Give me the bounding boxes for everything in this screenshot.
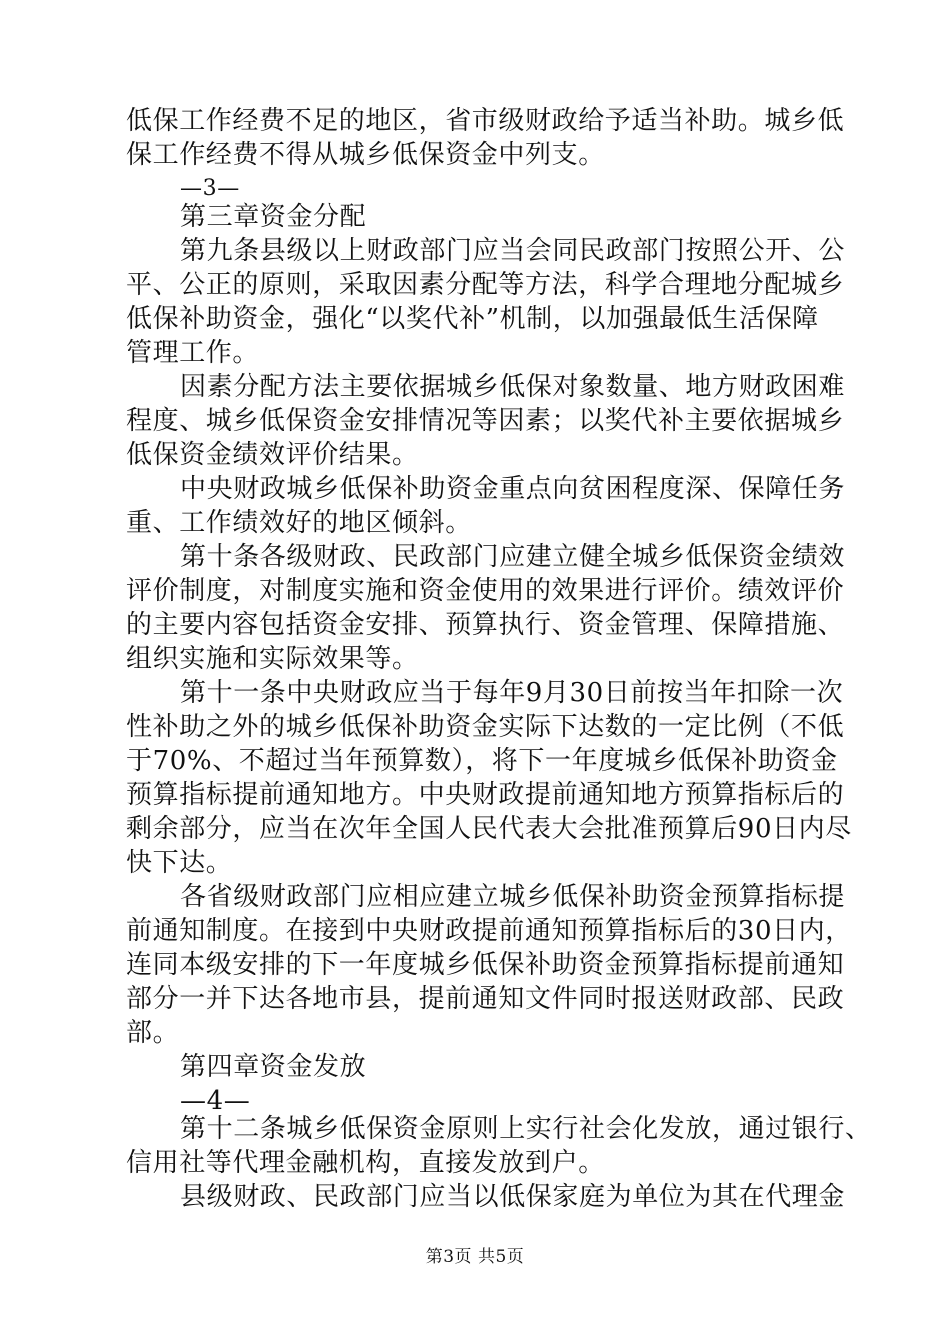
body-line: 剩余部分，应当在次年全国人民代表大会批准预算后90日内尽	[126, 814, 852, 844]
body-line: 性补助之外的城乡低保补助资金实际下达数的一定比例（不低	[126, 712, 845, 742]
body-line: 县级财政、民政部门应当以低保家庭为单位为其在代理金	[180, 1182, 846, 1212]
body-line: 中央财政城乡低保补助资金重点向贫困程度深、保障任务	[180, 474, 846, 504]
body-line: 连同本级安排的下一年度城乡低保补助资金预算指标提前通知	[126, 950, 845, 980]
body-line: 低保资金绩效评价结果。	[126, 440, 419, 470]
body-line: 于70%、不超过当年预算数），将下一年度城乡低保补助资金	[126, 746, 838, 776]
chapter-heading: 第四章资金发放	[180, 1052, 367, 1082]
body-line: 重、工作绩效好的地区倾斜。	[126, 508, 472, 538]
body-line: 因素分配方法主要依据城乡低保对象数量、地方财政困难	[180, 372, 846, 402]
body-line: 组织实施和实际效果等。	[126, 644, 419, 674]
page-marker: —3—	[180, 176, 240, 201]
body-line: 保工作经费不得从城乡低保资金中列支。	[126, 140, 605, 170]
body-line: 信用社等代理金融机构，直接发放到户。	[126, 1148, 605, 1178]
body-line: 第九条县级以上财政部门应当会同民政部门按照公开、公	[180, 236, 846, 266]
body-line: 预算指标提前通知地方。中央财政提前通知地方预算指标后的	[126, 780, 845, 810]
body-line: 部分一并下达各地市县，提前通知文件同时报送财政部、民政	[126, 984, 845, 1014]
body-line: 各省级财政部门应相应建立城乡低保补助资金预算指标提	[180, 882, 846, 912]
page-marker: —4—	[180, 1086, 251, 1116]
body-line: 程度、城乡低保资金安排情况等因素；以奖代补主要依据城乡	[126, 406, 845, 436]
body-line: 低保工作经费不足的地区，省市级财政给予适当补助。城乡低	[126, 106, 845, 136]
body-line: 的主要内容包括资金安排、预算执行、资金管理、保障措施、	[126, 610, 845, 640]
body-line: 部。	[126, 1018, 180, 1048]
body-line: 第十一条中央财政应当于每年9月30日前按当年扣除一次	[180, 678, 844, 708]
body-line: 平、公正的原则，采取因素分配等方法，科学合理地分配城乡	[126, 270, 845, 300]
body-line: 评价制度，对制度实施和资金使用的效果进行评价。绩效评价	[126, 576, 845, 606]
body-line: 管理工作。	[126, 338, 260, 368]
body-line: 第十二条城乡低保资金原则上实行社会化发放，通过银行、	[180, 1114, 872, 1144]
chapter-heading: 第三章资金分配	[180, 202, 367, 232]
body-line: 第十条各级财政、民政部门应建立健全城乡低保资金绩效	[180, 542, 846, 572]
page-footer: 第3页 共5页	[425, 1247, 525, 1267]
body-line: 前通知制度。在接到中央财政提前通知预算指标后的30日内，	[126, 916, 852, 946]
body-line: 低保补助资金，强化“以奖代补”机制，以加强最低生活保障	[126, 304, 819, 334]
body-line: 快下达。	[126, 848, 233, 878]
